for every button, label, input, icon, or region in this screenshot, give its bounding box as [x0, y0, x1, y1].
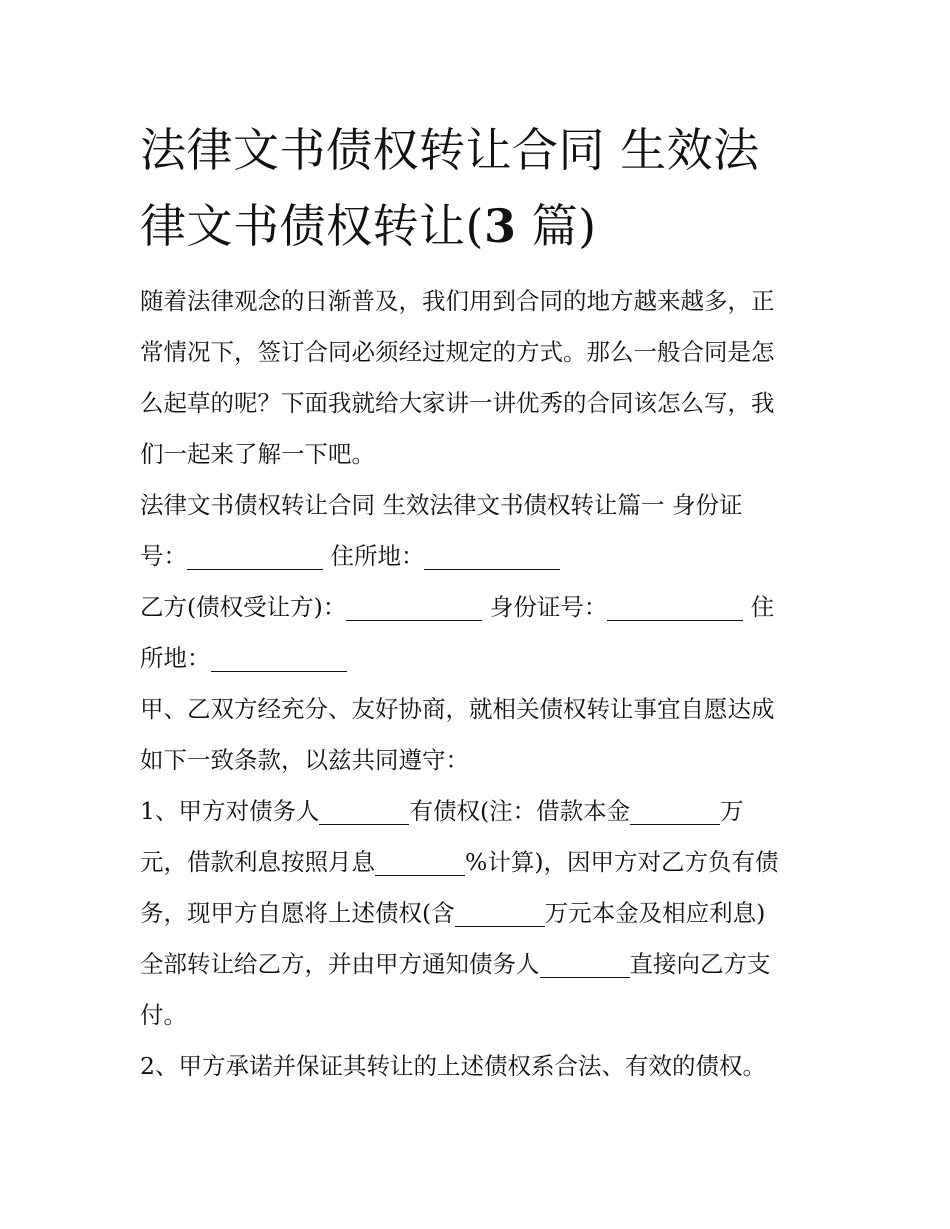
intro-line: 随着法律观念的日渐普及，我们用到合同的地方越来越多，正: [140, 287, 775, 315]
clause-1-line: [140, 939, 820, 990]
clause-text: %计算)，因甲方对乙方负有债: [465, 848, 779, 876]
clause-1-line: [140, 837, 820, 888]
document-title: [140, 112, 820, 264]
clause-text: 元，借款利息按照月息: [140, 848, 375, 876]
section-heading: 法律文书债权转让合同 生效法律文书债权转让篇一 身份证: [140, 491, 743, 519]
amount-blank: [455, 901, 545, 927]
party-b-id-label: 身份证号：: [482, 593, 608, 621]
title-count: 3: [483, 199, 517, 253]
clause-2-line: 2、甲方承诺并保证其转让的上述债权系合法、有效的债权。: [140, 1052, 766, 1080]
title-line-2-suffix: 篇): [516, 199, 597, 253]
clause-text: 万元本金及相应利息): [544, 899, 766, 927]
agreement-line: 如下一致条款，以兹共同遵守：: [140, 746, 469, 774]
address-label: 住所地：: [323, 542, 425, 570]
address-blank: [424, 544, 560, 570]
party-b-id-blank: [607, 595, 743, 621]
clause-text: 万: [720, 797, 744, 825]
title-line-1: 法律文书债权转让合同 生效法: [140, 123, 760, 177]
agreement-line: 甲、乙双方经充分、友好协商，就相关债权转让事宜自愿达成: [140, 695, 775, 723]
clause-1-line: [140, 888, 820, 939]
clause-text: 直接向乙方支: [629, 950, 771, 978]
party-b-address-blank: [211, 646, 347, 672]
intro-line: 么起草的呢？下面我就给大家讲一讲优秀的合同该怎么写，我: [140, 389, 775, 417]
clause-1-line: 付。: [140, 1001, 187, 1029]
id-number-blank: [187, 544, 323, 570]
document-body: [140, 276, 820, 1092]
id-number-label: 号：: [140, 542, 187, 570]
principal-blank: [630, 799, 720, 825]
clause-text: 1、甲方对债务人: [140, 797, 320, 825]
clause-text: 全部转让给乙方，并由甲方通知债务人: [140, 950, 540, 978]
party-b-label: 乙方(债权受让方)：: [140, 593, 347, 621]
debtor-blank: [319, 799, 409, 825]
title-line-2-prefix: 律文书债权转让(: [140, 199, 484, 253]
party-b-address-tail: 所地：: [140, 644, 211, 672]
party-b-address: [140, 633, 820, 684]
party-b-fields: [140, 582, 820, 633]
party-b-address-head: 住: [743, 593, 775, 621]
interest-rate-blank: [375, 850, 465, 876]
party-b-name-blank: [346, 595, 482, 621]
clause-text: 务，现甲方自愿将上述债权(含: [140, 899, 455, 927]
debtor-notify-blank: [540, 952, 630, 978]
clause-1-line: [140, 786, 820, 837]
clause-text: 有债权(注：借款本金: [409, 797, 631, 825]
party-a-fields: [140, 531, 820, 582]
intro-line: 们一起来了解一下吧。: [140, 440, 375, 468]
intro-line: 常情况下，签订合同必须经过规定的方式。那么一般合同是怎: [140, 338, 775, 366]
